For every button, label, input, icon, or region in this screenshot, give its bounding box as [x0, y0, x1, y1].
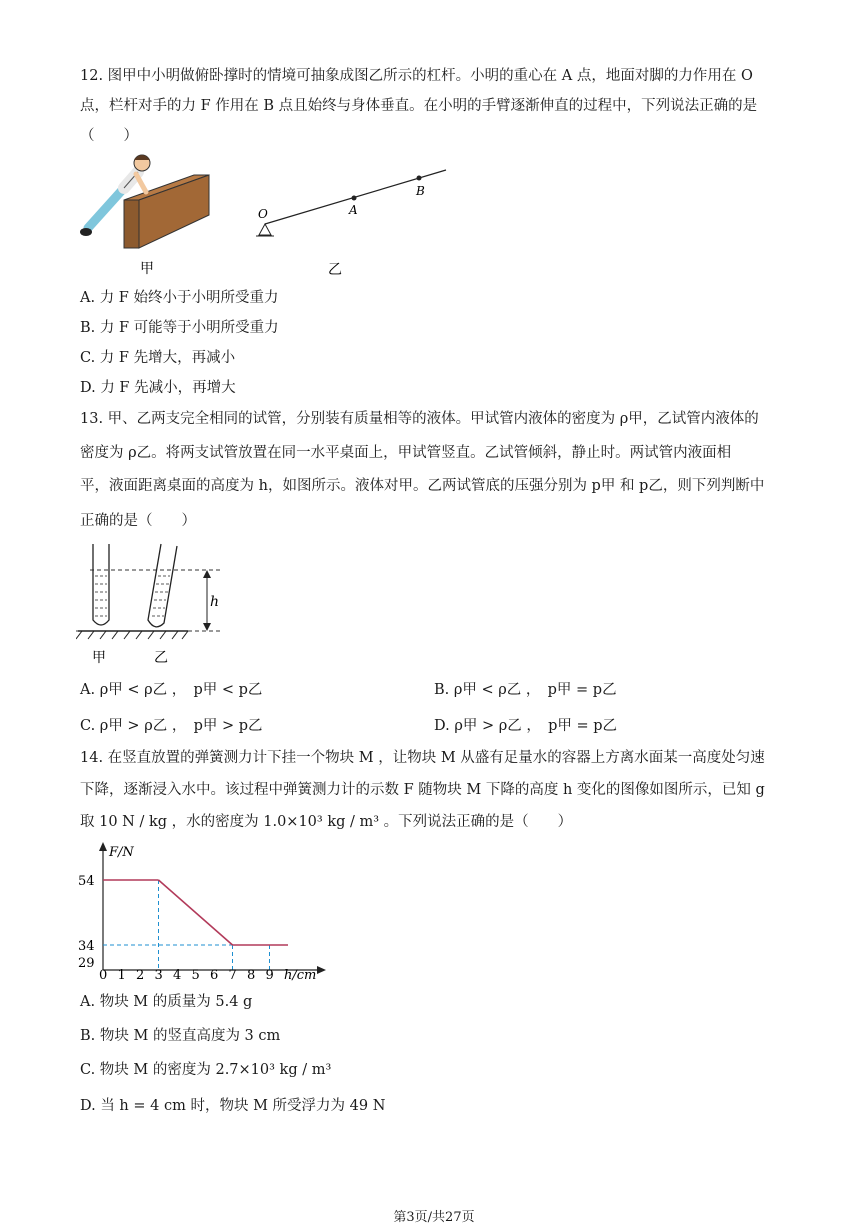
chart-x-tick-label: 6	[210, 968, 219, 983]
q12-option-b: B. 力 F 可能等于小明所受重力	[80, 320, 279, 336]
chart-x-tick-label: 9	[265, 968, 274, 983]
chart-x-tick-label: 2	[136, 968, 145, 983]
chart-x-axis-arrow	[317, 966, 326, 974]
q14-option-b: B. 物块 M 的竖直高度为 3 cm	[80, 1028, 281, 1044]
q14-text-line3: 取 10 N / kg ，水的密度为 1.0×10³ kg / m³ 。下列说法正确的是（ ）	[80, 814, 573, 830]
q12-text-line1: 12. 图甲中小明做俯卧撑时的情境可抽象成图乙所示的杠杆。小明的重心在 A 点，地面对脚的力作用在 O	[80, 68, 753, 84]
chart-y-tick-label: 54	[78, 874, 95, 889]
chart-x-tick-label: 3	[154, 968, 163, 983]
chart-series-segment	[159, 880, 233, 945]
q14-option-d: D. 当 h = 4 cm 时，物块 M 所受浮力为 49 N	[80, 1098, 386, 1114]
q13-option-c: C. ρ甲 > ρ乙 ， p甲 > p乙	[80, 718, 263, 734]
chart-y-label: F/N	[109, 845, 134, 860]
chart-x-tick-label: 4	[173, 968, 182, 983]
q12-option-d: D. 力 F 先减小，再增大	[80, 380, 236, 396]
q13-fig-h: h	[210, 594, 220, 610]
q12-text-line2: 点，栏杆对手的力 F 作用在 B 点且始终与身体垂直。在小明的手臂逐渐伸直的过程中，下列说法正确的是	[80, 98, 758, 114]
lever-point-b: B	[416, 184, 425, 198]
q13-figure-test-tubes	[76, 538, 226, 668]
q13-text-line3: 平，液面距离桌面的高度为 h，如图所示。液体对甲。乙两试管底的压强分别为 p甲 和 p乙，则下列判断中	[80, 478, 765, 494]
q14-option-c: C. 物块 M 的密度为 2.7×10³ kg / m³	[80, 1062, 332, 1078]
q13-option-b: B. ρ甲 < ρ乙 ， p甲 = p乙	[434, 682, 617, 698]
q14-text-line2: 下降，逐渐浸入水中。该过程中弹簧测力计的示数 F 随物块 M 下降的高度 h 变化的图像如图所示，已知 g	[80, 782, 765, 798]
chart-x-tick-label: 8	[247, 968, 256, 983]
q13-fig-label-yi: 乙	[154, 650, 168, 666]
chart-y-axis-arrow	[99, 842, 107, 851]
q14-force-height-chart	[76, 838, 336, 988]
q12-text-line3: （ ）	[80, 128, 138, 144]
q13-text-line1: 13. 甲、乙两支完全相同的试管，分别装有质量相等的液体。甲试管内液体的密度为 ρ甲，乙试管内液体的	[80, 411, 759, 427]
q12-figure-pushup	[76, 150, 226, 285]
q13-text-line2: 密度为 ρ乙。将两支试管放置在同一水平桌面上，甲试管竖直。乙试管倾斜，静止时。两试管内液面相	[80, 445, 732, 461]
chart-x-tick-label: 1	[117, 968, 126, 983]
q13-fig-label-jia: 甲	[92, 650, 106, 666]
page-footer: 第3页/共27页	[393, 1210, 475, 1225]
q12-option-c: C. 力 F 先增大，再减小	[80, 350, 236, 366]
q12-fig-label-jia: 甲	[140, 261, 154, 277]
q14-option-a: A. 物块 M 的质量为 5.4 g	[80, 994, 253, 1010]
chart-x-tick-label: 5	[191, 968, 200, 983]
q12-option-a: A. 力 F 始终小于小明所受重力	[80, 290, 279, 306]
chart-x-label: h/cm	[284, 968, 317, 983]
chart-x-tick-label: 0	[99, 968, 108, 983]
q12-fig-label-yi: 乙	[328, 262, 342, 278]
q12-figure-lever	[250, 160, 460, 285]
q14-text-line1: 14. 在竖直放置的弹簧测力计下挂一个物块 M ，让物块 M 从盛有足量水的容器上方离水面某一高度处匀速	[80, 750, 765, 766]
lever-point-o: O	[258, 207, 268, 221]
lever-point-a: A	[349, 203, 358, 217]
chart-x-tick-label: 7	[228, 968, 237, 983]
q13-option-d: D. ρ甲 > ρ乙 ， p甲 = p乙	[434, 718, 618, 734]
chart-y-tick-label: 29	[78, 956, 95, 971]
q13-text-line4: 正确的是（ ）	[80, 513, 196, 529]
chart-y-tick-label: 34	[78, 939, 95, 954]
q13-option-a: A. ρ甲 < ρ乙 ， p甲 < p乙	[80, 682, 263, 698]
